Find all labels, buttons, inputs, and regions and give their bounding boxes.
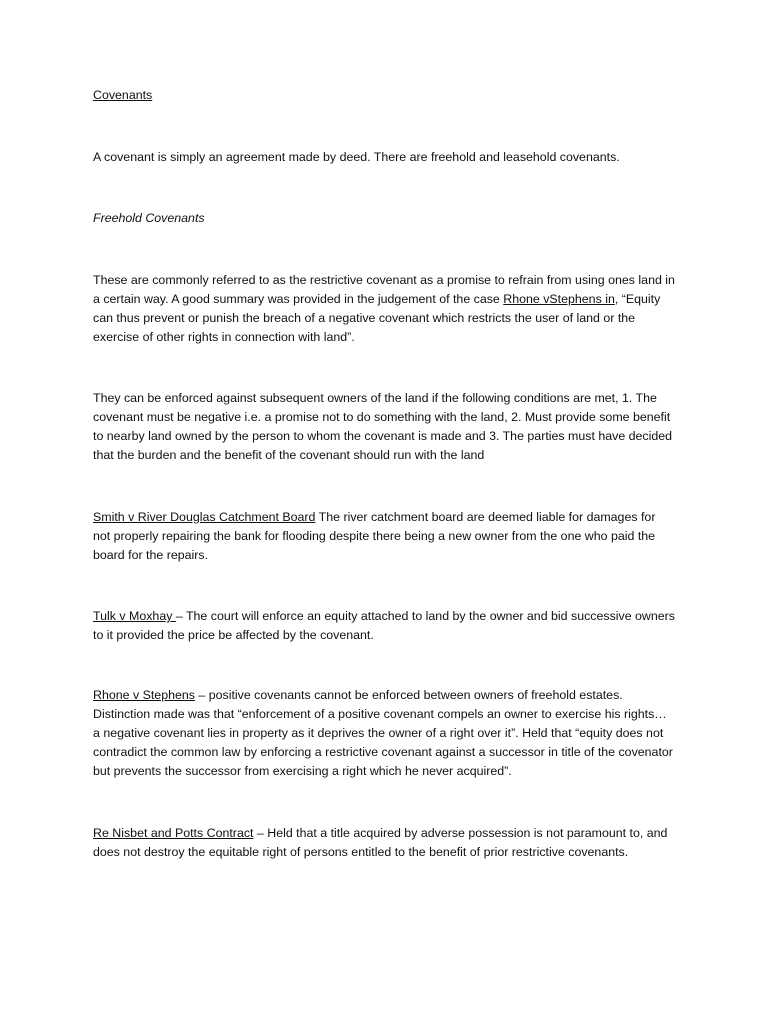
case-text: The river catchment board are deemed liable for damages for not properly repairing the bank for flooding despite there being a new owner from the one who paid the board for the repairs. [93, 510, 656, 562]
case-text: – Held that a title acquired by adverse possession is not paramount to, and does not destroy the equitable right of persons entitled to the benefit of prior restrictive covenants. [93, 826, 668, 859]
case-rhone [93, 686, 675, 781]
paragraph-enforcement-conditions: They can be enforced against subsequent owners of the land if the following conditions are met, 1. The covenant must be negative i.e. a promise not to do something with the land, 2. Must provide some benefit to nearby land owned by the person to whom the covenant is made and 3. The parties must have decided that the burden and the benefit of the covenant should run with the land [93, 391, 673, 462]
case-tulk [93, 607, 675, 645]
case-name: Rhone v Stephens [93, 688, 195, 702]
paragraph-restrictive-covenant [93, 271, 675, 347]
paragraph-text: These are commonly referred to as the restrictive covenant as a promise to refrain from using ones land in a certain way. A good summary was provided in the judgement of the case [93, 273, 675, 306]
case-text: – The court will enforce an equity attached to land by the owner and bid successive owners to it provided the price be affected by the covenant. [93, 609, 675, 642]
case-smith [93, 508, 675, 565]
document-title [93, 86, 675, 105]
case-text: – positive covenants cannot be enforced between owners of freehold estates. Distinction made was that “enforcement of a positive covenant compels an owner to exercise his rights… a negative covenant lies in property as it deprives the owner of a right over it”. Held that “equity does not contradict the common law by enforcing a restrictive covenant against a successor in title of the covenator but prevents the successor from exercising a right which he never acquired”. [93, 688, 673, 778]
title-text: Covenants [93, 88, 153, 102]
intro-paragraph: A covenant is simply an agreement made by deed. There are freehold and leasehold covenants. [93, 150, 620, 164]
case-nisbet [93, 824, 675, 862]
case-name: Smith v River Douglas Catchment Board [93, 510, 316, 524]
paragraph-text: , “Equity can thus prevent or punish the breach of a negative covenant which restricts the user of land or the exercise of other rights in connection with land”. [93, 292, 661, 344]
section-heading: Freehold Covenants [93, 211, 205, 225]
case-name: Re Nisbet and Potts Contract [93, 826, 254, 840]
case-reference-link: Rhone vStephens in [503, 292, 615, 306]
case-name: Tulk v Moxhay [93, 609, 176, 623]
